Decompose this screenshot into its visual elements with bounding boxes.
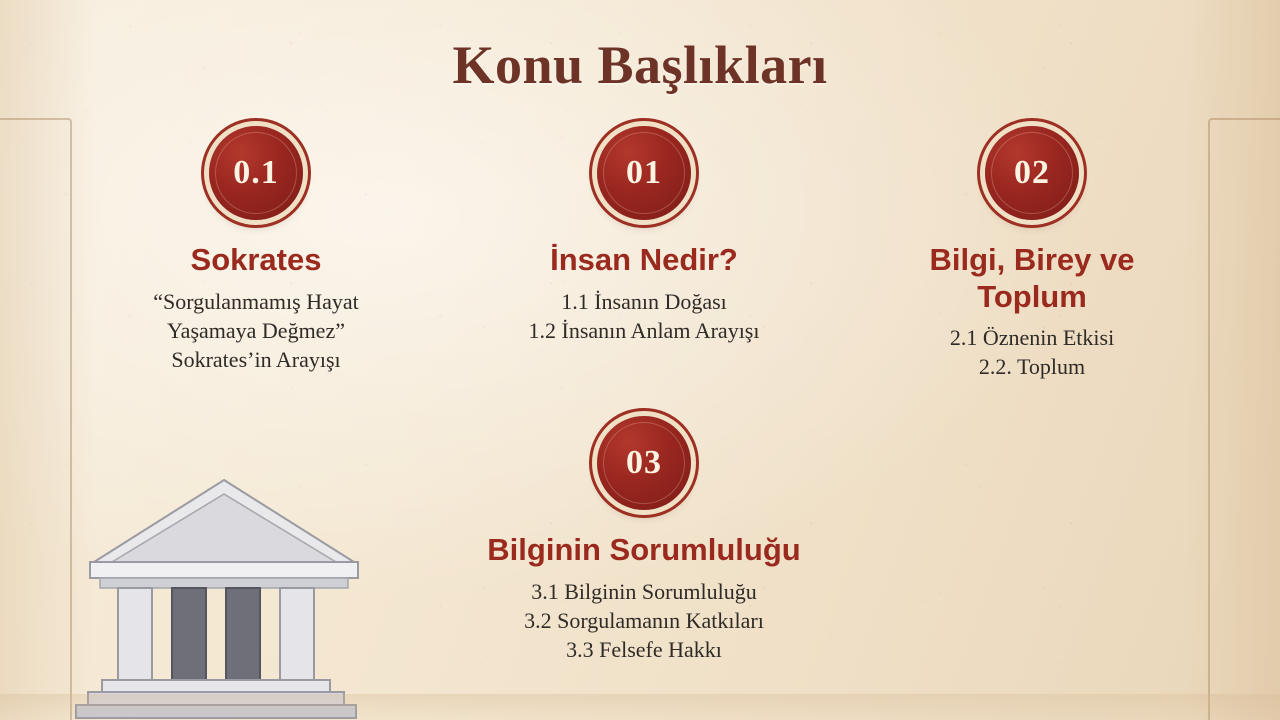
- topic-number-badge: 03: [597, 416, 691, 510]
- greek-temple-illustration: [74, 470, 394, 720]
- ground-shadow: [0, 694, 1280, 720]
- slide-title: Konu Başlıkları: [452, 35, 828, 95]
- topic-title: İnsan Nedir?: [550, 242, 738, 277]
- topic-subline: 3.1 Bilginin Sorumluluğu: [531, 578, 757, 604]
- topic-item-bilginin-sorumlulugu: [484, 416, 804, 664]
- topic-number-badge: 0.1: [209, 126, 303, 220]
- topic-subline: Sokrates’in Arayışı: [171, 346, 341, 372]
- topic-item-sokrates: [96, 126, 416, 374]
- topic-subline: “Sorgulanmamış Hayat: [153, 288, 359, 314]
- topic-number-badge: 01: [597, 126, 691, 220]
- topic-sublines: [484, 577, 804, 664]
- right-decorative-frame: [1208, 118, 1280, 720]
- left-decorative-frame: [0, 118, 72, 720]
- topic-subline: Yaşamaya Değmez”: [167, 317, 345, 343]
- topic-sublines: [96, 287, 416, 374]
- topic-item-bilgi-birey-toplum: [872, 126, 1192, 381]
- topic-subline: 3.2 Sorgulamanın Katkıları: [524, 607, 764, 633]
- topic-number-badge: 02: [985, 126, 1079, 220]
- topic-subline: 1.1 İnsanın Doğası: [561, 288, 727, 314]
- topic-subline: 1.2 İnsanın Anlam Arayışı: [528, 317, 760, 343]
- topic-sublines: [872, 323, 1192, 381]
- topic-subline: 2.2. Toplum: [978, 354, 1086, 380]
- topic-subline: 3.3 Felsefe Hakkı: [566, 636, 722, 662]
- topic-subline: 2.1 Öznenin Etkisi: [949, 325, 1115, 351]
- topic-sublines: [484, 287, 804, 345]
- topic-item-insan-nedir: [484, 126, 804, 345]
- topic-title: Bilgi, Birey ve Toplum: [929, 242, 1135, 314]
- right-edge-shade: [1184, 0, 1280, 720]
- greek-temple-icon: [74, 470, 394, 720]
- topic-title: Sokrates: [190, 242, 322, 277]
- topic-title: Bilginin Sorumluluğu: [487, 532, 801, 567]
